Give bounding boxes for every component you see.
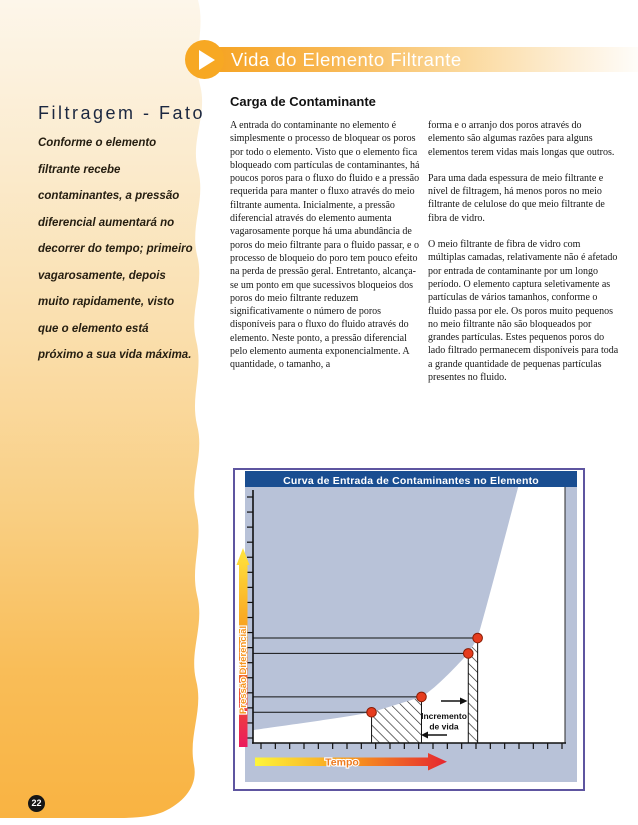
y-axis-label: Pressão Diferencial	[238, 625, 249, 715]
text-column-1: A entrada do contaminante no elemento é simplesmente o processo de bloquear os poros por todo o elemento. Visto que o elemento fica bloqueado com partículas de contaminantes, há poucos poros para o fluxo do fluido e a pressão requerida para manter o fluxo através do meio filtrante aumenta. Inicialmente, a pressão diferencial através do elemento aumenta vagarosamente porque há uma abundância de poros do meio filtrante para o fluido passar, e o processo de bloqueio do poro tem pouco efeito na perda de pressão geral. Entretanto, alcança-se um ponto em que sucessivos bloqueios dos poros do meio filtrante reduzem significativamente o número de poros disponíveis para o fluxo do fluido através do elemento. Neste ponto, a pressão diferencial pelo elemento aumenta exponencialmente. A quantidade, o tamanho, a	[230, 120, 420, 371]
contaminant-curve-chart	[233, 468, 585, 791]
sidebar-heading: Filtragem - Fato	[38, 103, 206, 123]
sidebar-note: Conforme o elemento filtrante recebe contaminantes, a pressão diferencial aumentará no decorrer do tempo; primeiro vagarosamente, depois muito rapidamente, visto que o elemento está próximo a sua vida máxima.	[38, 137, 193, 361]
page-title: Vida do Elemento Filtrante	[231, 49, 462, 70]
annotation-line-2: de vida	[429, 721, 459, 732]
x-axis-label: Tempo	[325, 756, 359, 769]
header-bar	[205, 47, 638, 72]
chart-title: Curva de Entrada de Contaminantes no Elemento	[283, 475, 539, 487]
plot-svg	[235, 470, 583, 789]
annotation-line-1: Incremento	[421, 711, 467, 721]
play-icon	[185, 40, 224, 79]
generated-plot	[245, 487, 577, 782]
text-column-2: forma e o arranjo dos poros através do elemento são algumas razões para alguns elementos terem vidas mais longas que outros. Para uma dada espessura de meio filtrante e nível de filtragem, há menos poros no meio filtrante de celulose do que meio filtrante de fibra de vidro. O meio filtrante de fibra de vidro com múltiplas camadas, relativamente não é afetado por entrada de contaminante por um longo período. O elemento captura seletivamente as partículas de vários tamanhos, conforme o fluido passa por ele. Os poros muito pequenos no meio filtrante não são bloqueados por grandes partículas. Estes pequenos poros do lado filtrado permanecem disponíveis para toda a grande quantidade de pequenas partículas presentes no fluido.	[428, 120, 619, 384]
play-triangle-icon	[199, 50, 215, 70]
page-number-badge: 22	[28, 795, 45, 812]
article-heading: Carga de Contaminante	[230, 94, 376, 109]
